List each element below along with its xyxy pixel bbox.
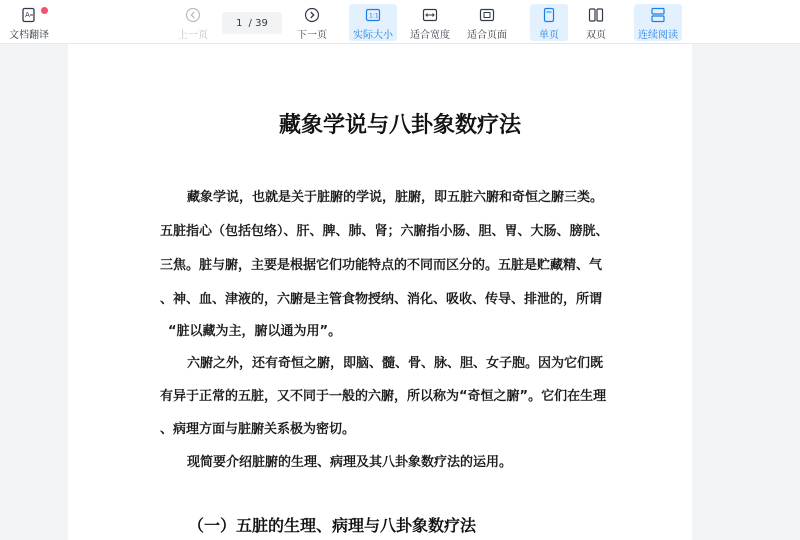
paragraph-line: 现简要介绍脏腑的生理、病理及其八卦象数疗法的运用。	[187, 455, 513, 470]
prev-page-label: 上一页	[178, 30, 208, 41]
fit-width-icon	[422, 6, 438, 24]
actual-size-label: 实际大小	[353, 30, 393, 41]
double-page-button[interactable]	[577, 4, 615, 41]
current-page-input[interactable]: 1	[236, 17, 243, 29]
single-page-label: 单页	[539, 30, 559, 41]
single-page-button[interactable]	[530, 4, 568, 41]
single-page-icon	[541, 6, 557, 24]
fit-width-label: 适合宽度	[410, 30, 450, 41]
total-pages: / 39	[248, 17, 268, 29]
continuous-read-button[interactable]	[634, 4, 682, 41]
actual-size-icon	[365, 6, 381, 24]
paragraph-line: 三焦。脏与腑，主要是根据它们功能特点的不同而区分的。五脏是贮藏精、气	[160, 258, 603, 273]
paragraph-line: 、神、血、津液的，六腑是主管食物授纳、消化、吸收、传导、排泄的，所谓	[160, 292, 603, 307]
paragraph-line: 五脏指心（包括包络）、肝、脾、肺、肾；六腑指小肠、胆、胃、大肠、膀胱、	[160, 224, 609, 239]
svg-text:A: A	[25, 11, 30, 19]
continuous-read-icon	[650, 6, 666, 24]
viewer-toolbar	[0, 0, 800, 44]
fit-page-label: 适合页面	[467, 30, 507, 41]
fit-page-button[interactable]	[463, 4, 511, 41]
page-number-box[interactable]	[222, 12, 282, 34]
double-page-label: 双页	[586, 30, 606, 41]
translate-doc-icon	[21, 6, 37, 24]
fit-width-button[interactable]	[406, 4, 454, 41]
chevron-left-icon	[185, 6, 201, 24]
svg-text:1:1: 1:1	[369, 12, 379, 20]
double-page-icon	[588, 6, 604, 24]
paragraph-line: “脏以藏为主，腑以通为用”。	[168, 324, 342, 339]
continuous-read-label: 连续阅读	[638, 30, 678, 41]
section-heading: （一）五脏的生理、病理与八卦象数疗法	[188, 516, 477, 535]
notification-badge	[41, 7, 48, 14]
actual-size-button[interactable]	[349, 4, 397, 41]
paragraph-line: 藏象学说，也就是关于脏腑的学说，脏腑，即五脏六腑和奇恒之腑三类。	[187, 190, 604, 205]
prev-page-button[interactable]	[172, 4, 214, 41]
document-title: 藏象学说与八卦象数疗法	[278, 113, 521, 138]
paragraph-line: 六腑之外，还有奇恒之腑，即脑、髓、骨、脉、胆、女子胞。因为它们既	[187, 356, 604, 371]
fit-page-icon	[479, 6, 495, 24]
paragraph-line: 有异于正常的五脏，又不同于一般的六腑，所以称为“奇恒之腑”。它们在生理	[160, 389, 607, 404]
next-page-label: 下一页	[297, 30, 327, 41]
next-page-button[interactable]	[290, 4, 334, 41]
chevron-right-icon	[304, 6, 320, 24]
translate-label: 文档翻译	[9, 30, 49, 41]
paragraph-line: 、病理方面与脏腑关系极为密切。	[160, 422, 356, 437]
